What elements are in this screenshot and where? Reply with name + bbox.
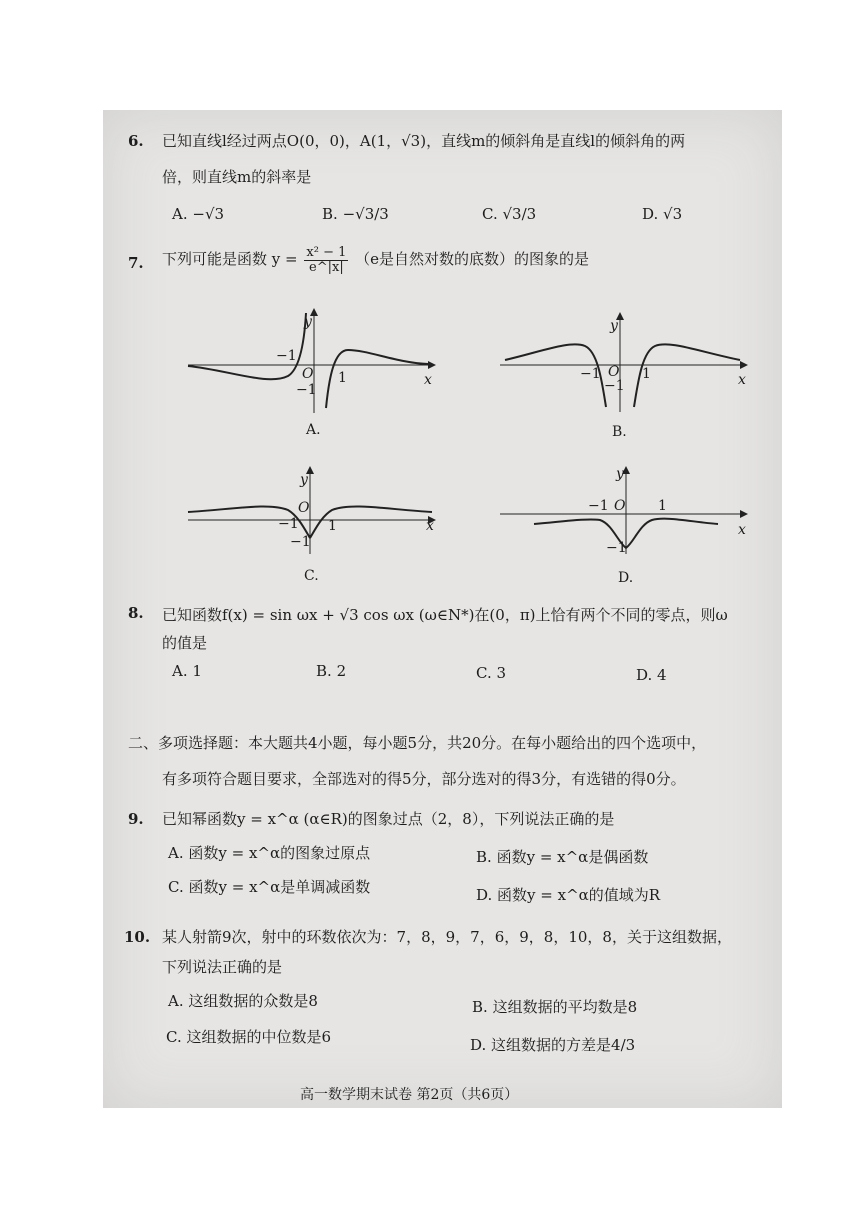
q9-option-a — [168, 842, 370, 863]
option-text: 4 — [657, 666, 667, 684]
q7-stem-pre: 下列可能是函数 — [162, 250, 268, 269]
tick-neg1-y: −1 — [290, 534, 311, 550]
option-text: √3/3 — [502, 205, 537, 223]
q10-option-d — [470, 1034, 635, 1055]
q9-option-d — [476, 884, 660, 905]
page-footer: 高一数学期末试卷 第2页（共6页） — [300, 1087, 519, 1103]
q7-graph-b — [500, 312, 750, 440]
option-label: C. — [476, 664, 492, 682]
tick-neg1-x: −1 — [276, 348, 297, 364]
q7-graph-d — [500, 466, 750, 586]
option-label: A. — [172, 205, 188, 223]
q7-stem — [162, 246, 589, 274]
option-label: D. — [476, 886, 493, 904]
q6-option-a — [172, 205, 224, 223]
y-axis-label: y — [610, 318, 618, 334]
option-text: √3 — [663, 205, 683, 223]
q9-stem: 已知幂函数y = x^α (α∈R)的图象过点（2，8），下列说法正确的是 — [162, 810, 615, 828]
option-text: 1 — [192, 662, 202, 680]
tick-neg1-y: −1 — [296, 382, 317, 398]
y-axis-label: y — [616, 466, 624, 482]
origin-label: O — [608, 364, 620, 380]
q7-func-lhs: y = — [271, 250, 298, 269]
q8-option-a — [172, 662, 202, 680]
option-text: 函数y = x^α是偶函数 — [496, 848, 649, 866]
q7-number: 7. — [128, 254, 144, 272]
q9-number: 9. — [128, 810, 144, 828]
option-label: B. — [316, 662, 332, 680]
option-label: D. — [642, 205, 659, 223]
option-text: 这组数据的众数是8 — [188, 992, 318, 1010]
tick-neg1-x: −1 — [278, 516, 299, 532]
option-label: C. — [482, 205, 498, 223]
q10-option-a — [168, 990, 318, 1011]
q7-func-fraction — [304, 246, 348, 274]
y-axis-label: y — [304, 314, 312, 330]
x-axis-label: x — [424, 372, 432, 388]
q8-stem-line1: 已知函数f(x) = sin ωx + √3 cos ωx (ω∈N*)在(0，π)上恰有两个不同的零点，则ω — [162, 606, 728, 624]
q9-option-c — [168, 876, 370, 897]
option-text: 这组数据的平均数是8 — [492, 998, 638, 1016]
graph-label: B. — [612, 424, 627, 440]
origin-label: O — [614, 498, 626, 514]
tick-1-x: 1 — [642, 366, 651, 382]
section-2-heading-line1: 二、多项选择题：本大题共4小题，每小题5分，共20分。在每小题给出的四个选项中， — [128, 734, 707, 752]
origin-label: O — [302, 366, 314, 382]
option-text: −√3/3 — [342, 205, 389, 223]
option-label: A. — [168, 992, 184, 1010]
option-label: D. — [636, 666, 653, 684]
tick-neg1-x: −1 — [588, 498, 609, 514]
q7-graph-c — [188, 466, 438, 584]
x-axis-label: x — [426, 518, 434, 534]
origin-label: O — [298, 500, 310, 516]
tick-neg1-y: −1 — [604, 378, 625, 394]
option-text: 函数y = x^α的图象过原点 — [188, 844, 371, 862]
q7-func-denominator: e^|x| — [309, 259, 344, 275]
option-text: 这组数据的中位数是6 — [186, 1028, 332, 1046]
x-axis-label: x — [738, 522, 746, 538]
q6-stem-line2: 倍，则直线m的斜率是 — [162, 168, 312, 186]
option-label: D. — [470, 1036, 487, 1054]
q8-option-c — [476, 664, 506, 682]
option-label: B. — [322, 205, 338, 223]
q6-option-b — [322, 205, 389, 223]
q7-graph-a — [188, 308, 438, 438]
graph-label: C. — [304, 568, 319, 584]
option-label: C. — [168, 878, 184, 896]
q10-number: 10. — [124, 928, 151, 946]
graph-label: A. — [306, 422, 321, 438]
q6-number: 6. — [128, 132, 144, 150]
tick-neg1-y: −1 — [606, 540, 627, 556]
q9-option-b — [476, 846, 648, 867]
option-label: B. — [476, 848, 492, 866]
tick-neg1-x: −1 — [580, 366, 601, 382]
tick-1-x: 1 — [328, 518, 337, 534]
q10-stem-line2: 下列说法正确的是 — [162, 958, 283, 976]
y-axis-label: y — [300, 472, 308, 488]
q8-option-b — [316, 662, 346, 680]
q7-func-numerator: x² − 1 — [306, 245, 347, 260]
option-text: 函数y = x^α是单调减函数 — [188, 878, 371, 896]
q8-option-d — [636, 666, 667, 684]
graph-label: D. — [618, 570, 634, 586]
tick-1-x: 1 — [658, 498, 667, 514]
option-text: −√3 — [192, 205, 225, 223]
option-label: A. — [168, 844, 184, 862]
option-text: 函数y = x^α的值域为R — [497, 886, 661, 904]
option-text: 2 — [336, 662, 347, 680]
q10-option-c — [166, 1026, 331, 1047]
q10-option-b — [472, 996, 637, 1017]
option-label: C. — [166, 1028, 182, 1046]
tick-1-x: 1 — [338, 370, 347, 386]
q10-stem-line1: 某人射箭9次，射中的环数依次为：7，8，9，7，6，9，8，10，8，关于这组数据， — [162, 928, 732, 946]
section-2-heading-line2: 有多项符合题目要求，全部选对的得5分，部分选对的得3分，有选错的得0分。 — [162, 770, 686, 788]
option-text: 这组数据的方差是4/3 — [491, 1036, 636, 1054]
q8-stem-line2: 的值是 — [162, 634, 208, 652]
q6-option-c — [482, 205, 536, 223]
q7-stem-post: （e是自然对数的底数）的图象的是 — [355, 250, 590, 269]
q6-option-d — [642, 205, 682, 223]
q6-stem-line1: 已知直线l经过两点O(0，0)，A(1，√3)，直线m的倾斜角是直线l的倾斜角的两 — [162, 132, 686, 150]
x-axis-label: x — [738, 372, 746, 388]
option-label: B. — [472, 998, 488, 1016]
q8-number: 8. — [128, 604, 144, 622]
option-text: 3 — [496, 664, 507, 682]
option-label: A. — [172, 662, 188, 680]
